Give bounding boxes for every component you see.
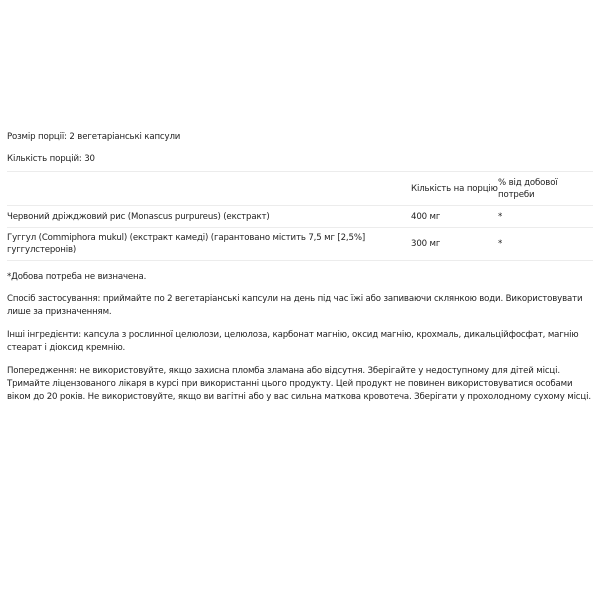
servings-per-container: Кількість порцій: 30 <box>7 154 95 164</box>
ingredient-name: Червоний дріжджовий рис (Monascus purpureus) (екстракт) <box>7 211 270 222</box>
header-name <box>7 172 411 206</box>
table-row <box>7 228 593 261</box>
supplement-facts-table <box>7 171 593 261</box>
ingredient-name: Гуггул (Commiphora mukul) (екстракт камеді) (гарантовано містить 7,5 мг [2,5%] гуггулстеронів) <box>7 233 366 255</box>
serving-size: Розмір порції: 2 вегетаріанські капсули <box>7 132 181 142</box>
ingredient-daily-value: * <box>498 211 503 222</box>
supplement-facts-document <box>7 131 593 404</box>
table-row <box>7 206 593 228</box>
daily-value-footnote: *Добова потреба не визначена. <box>7 272 147 282</box>
ingredient-daily-value: * <box>498 239 503 249</box>
table-header-row <box>7 172 593 206</box>
header-daily-value: % від добової потреби <box>498 177 558 200</box>
ingredient-amount: 400 мг <box>411 211 441 222</box>
header-amount-per-serving: Кількість на порцію <box>411 183 498 194</box>
ingredient-amount: 300 мг <box>411 239 441 249</box>
warnings-text: Попередження: не використовуйте, якщо захисна пломба зламана або відсутня. Зберігайте у недоступному для дітей місці. Тримайте ліцензованого лікаря в курсі при використанні цього продукту. Цей продукт не повинен використовуватися особами віком до 20 років. Не використовуйте, якщо ви вагітні або у вас сильна маткова кровотеча. Зберігати у прохолодному сухому місці. <box>7 366 591 402</box>
other-ingredients-text: Інші інгредієнти: капсула з рослинної целюлози, целюлоза, карбонат магнію, оксид магнію, крохмаль, дикальційфосфат, магнію стеарат і діоксид кремнію. <box>7 330 579 353</box>
directions-text: Спосіб застосування: приймайте по 2 вегетаріанські капсули на день під час їжі або запиваючи склянкою води. Використовувати лише за призначенням. <box>7 294 583 317</box>
